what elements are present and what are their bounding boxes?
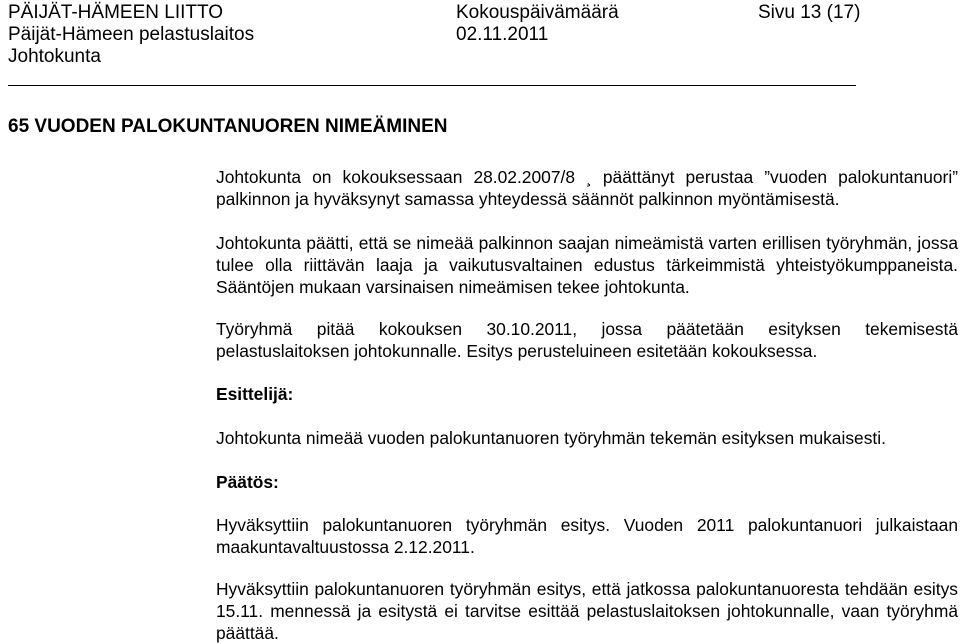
proposal-text: Johtokunta nimeää vuoden palokuntanuoren työryhmän tekemän esityksen mukaisesti. bbox=[216, 428, 886, 448]
paragraph-background: Johtokunta on kokouksessaan 28.02.2007/8 ¸ päättänyt perustaa ”vuoden palokuntanuori” palkinnon ja hyväksynyt samassa yhteydessä säännöt palkinnon myöntämisestä. bbox=[216, 167, 958, 209]
decision-text-2: Hyväksyttiin palokuntanuoren työryhmän esitys, että jatkossa palokuntanuoresta tehdään esitys 15.11. mennessä ja esitystä ei tarvitse esittää pelastuslaitoksen johtokunnalle, vaan työryhmä päättää. bbox=[216, 579, 958, 643]
decision-text-1: Hyväksyttiin palokuntanuoren työryhmän esitys. Vuoden 2011 palokuntanuori julkaistaan maakuntavaltuustossa 2.12.2011. bbox=[216, 515, 958, 557]
decision-label: Päätös: bbox=[216, 472, 279, 492]
document-body bbox=[216, 0, 958, 643]
presenter-label: Esittelijä: bbox=[216, 384, 294, 404]
page-number: Sivu 13 (17) bbox=[758, 2, 861, 23]
body-name: Johtokunta bbox=[8, 46, 101, 67]
paragraph-meeting: Työryhmä pitää kokouksen 30.10.2011, jossa päätetään esityksen tekemisestä pelastuslaitoksen johtokunnalle. Esitys perusteluineen esitetään kokouksessa. bbox=[216, 319, 958, 361]
doc-type: Kokouspäivämäärä bbox=[456, 2, 619, 23]
section-title: 65 VUODEN PALOKUNTANUOREN NIMEÄMINEN bbox=[8, 116, 448, 137]
org-name: PÄIJÄT-HÄMEEN LIITTO bbox=[8, 2, 224, 23]
paragraph-working-group: Johtokunta päätti, että se nimeää palkinnon saajan nimeämistä varten erillisen työryhmän, jossa tulee olla riittävän laaja ja vaikutusvaltainen edustus tärkeimmistä yhteistyökumppaneista. Sääntöjen mukaan varsinaisen nimeämisen tekee johtokunta. bbox=[216, 233, 958, 297]
meeting-date: 02.11.2011 bbox=[456, 24, 549, 45]
unit-name: Päijät-Hämeen pelastuslaitos bbox=[8, 24, 255, 45]
